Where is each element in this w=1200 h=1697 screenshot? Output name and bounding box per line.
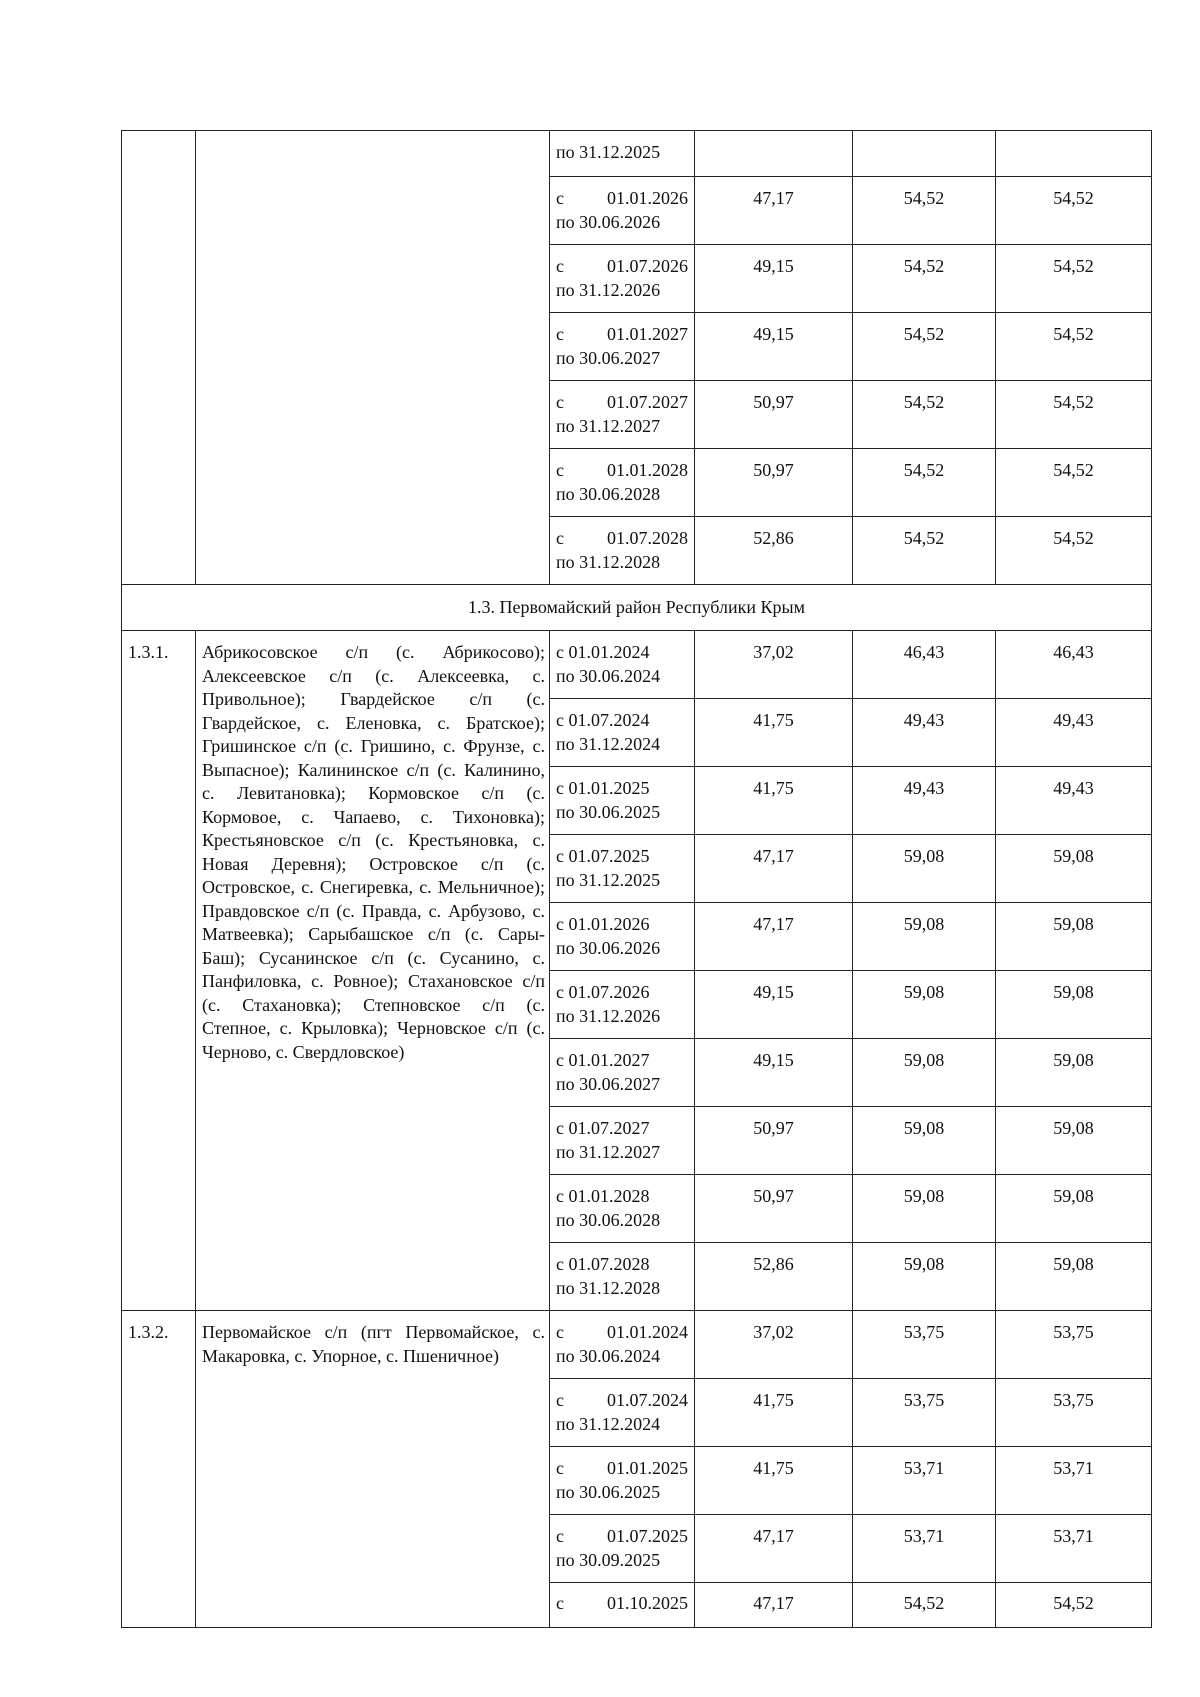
value-cell	[996, 131, 1152, 177]
value-cell: 47,17	[695, 903, 853, 971]
period-cell	[550, 1311, 695, 1379]
period-from: с 01.01.2027	[556, 1050, 650, 1070]
period-to: по 31.12.2024	[556, 733, 661, 754]
value-cell: 59,08	[853, 1107, 996, 1175]
value-cell: 53,71	[853, 1515, 996, 1583]
settlements-list: Абрикосовское с/п (с. Абрикосово); Алексеевское с/п (с. Алексеевка, с. Привольное); Гвардейское с/п (с. Гвардейское, с. Еленовка, с. Братское); Гришинское с/п (с. Гришино, с. Фрунзе, с. Выпасное); Калининское с/п (с. Калинино, с. Левитановка); Кормовское с/п (с. Кормовое, с. Чапаево, с. Тихоновка); Крестьяновское с/п (с. Крестьяновка, с. Новая Деревня); Островское с/п (с. Островское, с. Снегиревка, с. Мельничное); Правдовское с/п (с. Правда, с. Арбузово, с. Матвеевка); Сарыбашское с/п (с. Сары-Баш); Сусанинское с/п (с. Сусанино, с. Панфиловка, с. Ровное); Стахановское с/п (с. Стахановка); Степновское с/п (с. Степное, с. Крыловка); Черновское с/п (с. Черново, с. Свердловское)	[196, 631, 550, 1311]
period-to: по 31.12.2026	[556, 1005, 661, 1026]
period-cell	[550, 631, 695, 699]
value-cell	[853, 131, 996, 177]
period-to: по 30.06.2025	[556, 801, 661, 822]
value-cell: 49,43	[853, 699, 996, 767]
period-from: с 01.07.2026	[556, 982, 650, 1002]
period-to: по 31.12.2027	[556, 415, 661, 436]
table-row	[122, 631, 1152, 699]
value-cell: 47,17	[695, 177, 853, 245]
period-from: 01.07.2026	[607, 256, 688, 276]
value-cell: 53,71	[996, 1515, 1152, 1583]
period-cell	[550, 971, 695, 1039]
period-cell	[550, 767, 695, 835]
value-cell: 53,71	[853, 1447, 996, 1515]
empty-code-cell	[122, 131, 196, 585]
value-cell: 53,75	[853, 1379, 996, 1447]
value-cell: 59,08	[853, 1175, 996, 1243]
value-cell: 59,08	[853, 835, 996, 903]
value-cell: 49,15	[695, 971, 853, 1039]
period-from-label: с	[556, 1458, 564, 1478]
value-cell: 59,08	[996, 1039, 1152, 1107]
period-from: с 01.07.2027	[556, 1118, 650, 1138]
value-cell: 54,52	[853, 177, 996, 245]
period-to: по 30.09.2025	[556, 1549, 661, 1570]
period-cell	[550, 1243, 695, 1311]
period-to: по 30.06.2027	[556, 347, 661, 368]
value-cell: 59,08	[996, 835, 1152, 903]
value-cell: 49,15	[695, 313, 853, 381]
period-from-label: с	[556, 528, 564, 548]
value-cell: 49,15	[695, 245, 853, 313]
value-cell: 54,52	[996, 517, 1152, 585]
value-cell: 53,75	[853, 1311, 996, 1379]
period-to: по 30.06.2026	[556, 937, 661, 958]
period-from-label: с	[556, 1390, 564, 1410]
period-from-label: с	[556, 1593, 564, 1613]
row-code: 1.3.1.	[122, 631, 196, 1311]
row-code: 1.3.2.	[122, 1311, 196, 1628]
value-cell: 54,52	[853, 449, 996, 517]
period-from-label: с	[556, 460, 564, 480]
value-cell: 41,75	[695, 1447, 853, 1515]
table-row	[122, 131, 1152, 177]
period-from: 01.01.2027	[607, 324, 688, 344]
period-to: по 30.06.2026	[556, 211, 661, 232]
period-cell	[550, 245, 695, 313]
value-cell: 53,75	[996, 1379, 1152, 1447]
value-cell: 47,17	[695, 835, 853, 903]
period-from: 01.01.2025	[607, 1458, 688, 1478]
value-cell: 49,15	[695, 1039, 853, 1107]
value-cell: 52,86	[695, 1243, 853, 1311]
value-cell: 59,08	[996, 1107, 1152, 1175]
value-cell: 54,52	[853, 381, 996, 449]
value-cell: 53,71	[996, 1447, 1152, 1515]
period-cell	[550, 131, 695, 177]
period-to: по 31.12.2028	[556, 551, 661, 572]
period-to: по 30.06.2027	[556, 1073, 661, 1094]
period-from: 01.07.2024	[607, 1390, 688, 1410]
period-to: по 30.06.2024	[556, 665, 661, 686]
period-to: по 31.12.2026	[556, 279, 661, 300]
value-cell: 54,52	[996, 177, 1152, 245]
period-cell	[550, 1107, 695, 1175]
period-from: с 01.01.2028	[556, 1186, 650, 1206]
value-cell: 49,43	[996, 767, 1152, 835]
value-cell: 54,52	[996, 449, 1152, 517]
value-cell: 54,52	[853, 245, 996, 313]
period-from-label: с	[556, 188, 564, 208]
period-cell	[550, 1515, 695, 1583]
value-cell: 50,97	[695, 449, 853, 517]
period-from: с 01.07.2024	[556, 710, 650, 730]
period-from: 01.07.2025	[607, 1526, 688, 1546]
period-from: с 01.01.2025	[556, 778, 650, 798]
empty-places-cell	[196, 131, 550, 585]
value-cell: 46,43	[853, 631, 996, 699]
period-to: по 30.06.2028	[556, 1209, 661, 1230]
value-cell: 59,08	[996, 903, 1152, 971]
period-from: 01.07.2028	[607, 528, 688, 548]
period-to: по 31.12.2024	[556, 1413, 661, 1434]
value-cell: 52,86	[695, 517, 853, 585]
section-heading-row	[122, 585, 1152, 631]
period-to: по 31.12.2025	[556, 142, 661, 162]
period-from: с 01.01.2024	[556, 642, 650, 662]
period-from: 01.01.2028	[607, 460, 688, 480]
period-cell	[550, 177, 695, 245]
value-cell: 59,08	[853, 1039, 996, 1107]
value-cell: 54,52	[853, 1583, 996, 1628]
section-heading: 1.3. Первомайский район Республики Крым	[122, 585, 1152, 631]
period-to: по 31.12.2025	[556, 869, 661, 890]
period-from: с 01.07.2028	[556, 1254, 650, 1274]
period-to: по 30.06.2025	[556, 1481, 661, 1502]
period-cell	[550, 1039, 695, 1107]
value-cell: 54,52	[853, 517, 996, 585]
value-cell: 54,52	[853, 313, 996, 381]
value-cell: 46,43	[996, 631, 1152, 699]
period-cell	[550, 1583, 695, 1628]
value-cell: 50,97	[695, 1175, 853, 1243]
value-cell: 50,97	[695, 381, 853, 449]
value-cell: 50,97	[695, 1107, 853, 1175]
value-cell: 59,08	[853, 971, 996, 1039]
period-from: 01.10.2025	[607, 1593, 688, 1613]
value-cell: 49,43	[996, 699, 1152, 767]
period-cell	[550, 903, 695, 971]
value-cell: 47,17	[695, 1583, 853, 1628]
period-from-label: с	[556, 256, 564, 276]
value-cell: 41,75	[695, 767, 853, 835]
period-to: по 30.06.2028	[556, 483, 661, 504]
value-cell: 37,02	[695, 631, 853, 699]
period-cell	[550, 449, 695, 517]
value-cell: 54,52	[996, 313, 1152, 381]
period-to: по 31.12.2027	[556, 1141, 661, 1162]
period-to: по 31.12.2028	[556, 1277, 661, 1298]
period-cell	[550, 1379, 695, 1447]
period-cell	[550, 699, 695, 767]
period-from-label: с	[556, 1526, 564, 1546]
value-cell: 59,08	[853, 1243, 996, 1311]
settlements-list: Первомайское с/п (пгт Первомайское, с. Макаровка, с. Упорное, с. Пшеничное)	[196, 1311, 550, 1628]
table-row	[122, 1311, 1152, 1379]
period-from-label: с	[556, 324, 564, 344]
value-cell: 59,08	[853, 903, 996, 971]
value-cell: 59,08	[996, 1175, 1152, 1243]
period-from: 01.07.2027	[607, 392, 688, 412]
value-cell: 53,75	[996, 1311, 1152, 1379]
period-cell	[550, 835, 695, 903]
value-cell: 54,52	[996, 245, 1152, 313]
period-cell	[550, 1447, 695, 1515]
period-from: с 01.07.2025	[556, 846, 650, 866]
value-cell: 41,75	[695, 699, 853, 767]
period-cell	[550, 517, 695, 585]
value-cell: 49,43	[853, 767, 996, 835]
value-cell: 54,52	[996, 1583, 1152, 1628]
value-cell: 41,75	[695, 1379, 853, 1447]
period-cell	[550, 313, 695, 381]
period-cell	[550, 1175, 695, 1243]
value-cell: 59,08	[996, 1243, 1152, 1311]
period-from: 01.01.2024	[607, 1322, 688, 1342]
period-to: по 30.06.2024	[556, 1345, 661, 1366]
value-cell: 54,52	[996, 381, 1152, 449]
period-from-label: с	[556, 1322, 564, 1342]
value-cell	[695, 131, 853, 177]
tariff-table	[121, 130, 1152, 1628]
value-cell: 47,17	[695, 1515, 853, 1583]
period-from-label: с	[556, 392, 564, 412]
period-cell	[550, 381, 695, 449]
period-from: 01.01.2026	[607, 188, 688, 208]
value-cell: 59,08	[996, 971, 1152, 1039]
value-cell: 37,02	[695, 1311, 853, 1379]
period-from: с 01.01.2026	[556, 914, 650, 934]
